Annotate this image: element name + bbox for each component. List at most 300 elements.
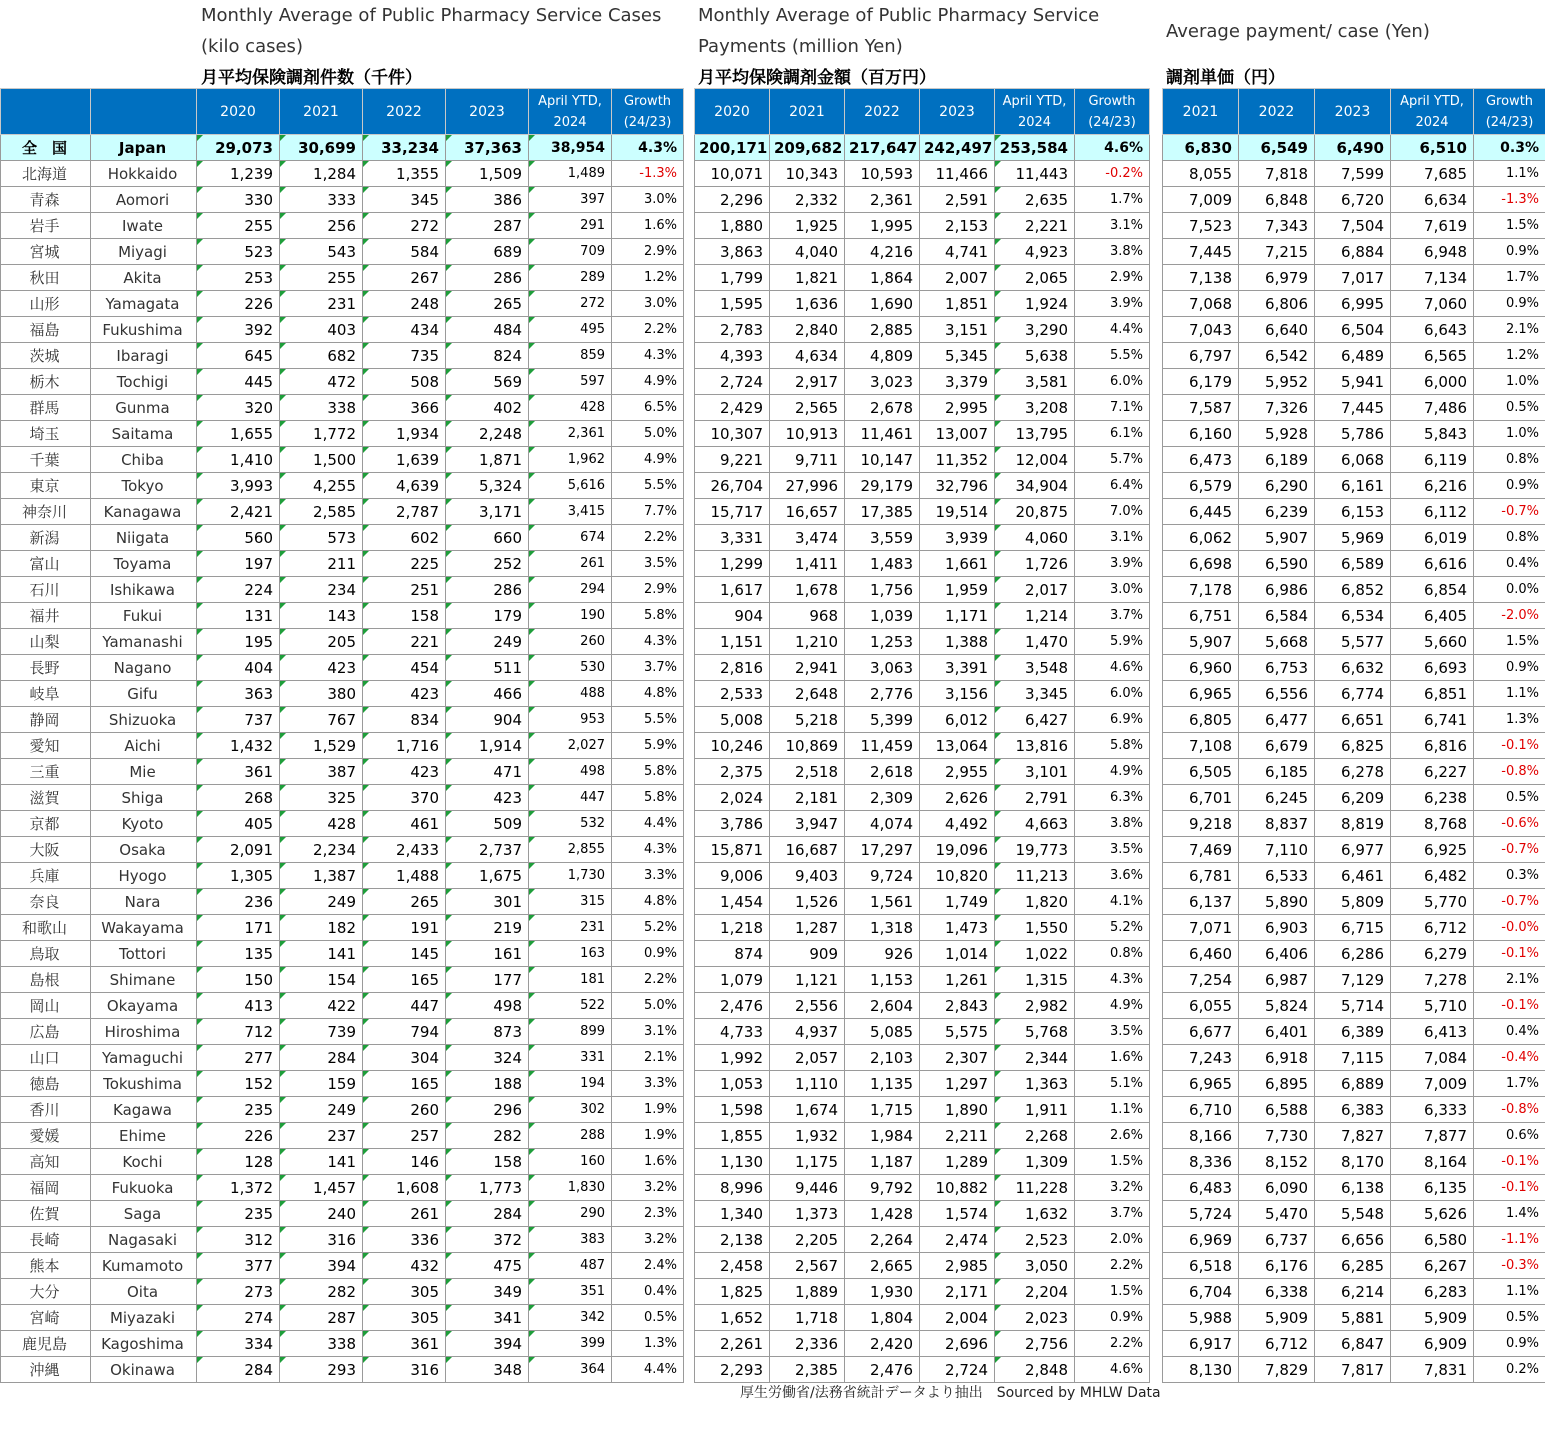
unit-price-april-ytd-2024-cell: 7,685 (1391, 161, 1474, 187)
unit-price-2023-cell: 7,827 (1315, 1123, 1391, 1149)
payments-april-ytd-2024-cell: 1,309 (995, 1149, 1075, 1175)
unit-price-2021-cell: 6,781 (1163, 863, 1239, 889)
cases-2021-cell: 1,772 (280, 421, 363, 447)
cases-2021-cell: 1,387 (280, 863, 363, 889)
table-row (1163, 759, 1545, 785)
cases-2022-cell: 508 (363, 369, 446, 395)
payments-2020-cell: 2,375 (695, 759, 770, 785)
payments-table (694, 88, 1150, 1383)
payments-2020-cell: 15,871 (695, 837, 770, 863)
unit-price-2021-cell: 6,969 (1163, 1227, 1239, 1253)
table-row (1163, 1201, 1545, 1227)
cases-april-ytd-2024-cell: 5,616 (529, 473, 612, 499)
unit-price-growth-cell: -0.1% (1474, 993, 1545, 1019)
table-row (695, 1045, 1150, 1071)
unit-price-april-ytd-2024-cell: 6,135 (1391, 1175, 1474, 1201)
cases-2021-cell: 543 (280, 239, 363, 265)
unit-price-april-ytd-2024-cell: 6,482 (1391, 863, 1474, 889)
cases-april-ytd-2024-cell: 272 (529, 291, 612, 317)
cases-2022-cell: 1,355 (363, 161, 446, 187)
cases-2021-cell: 30,699 (280, 135, 363, 161)
unit-price-2023-cell: 6,715 (1315, 915, 1391, 941)
table-row (1163, 577, 1545, 603)
cases-growth-cell: 5.0% (612, 993, 684, 1019)
unit-price-2023-cell: 6,161 (1315, 473, 1391, 499)
cases-2020-cell: 253 (197, 265, 280, 291)
header-april-ytd-2024: April YTD, 2024 (1391, 89, 1474, 135)
payments-april-ytd-2024-cell: 2,635 (995, 187, 1075, 213)
payments-2020-cell: 1,151 (695, 629, 770, 655)
cases-april-ytd-2024-cell: 260 (529, 629, 612, 655)
table-row (1163, 369, 1545, 395)
payments-2022-cell: 1,995 (845, 213, 920, 239)
payments-2020-cell: 2,724 (695, 369, 770, 395)
unit-price-2021-cell: 8,055 (1163, 161, 1239, 187)
unit-price-growth-cell: -0.1% (1474, 1149, 1545, 1175)
unit-price-2021-cell: 7,587 (1163, 395, 1239, 421)
unit-price-2023-cell: 8,819 (1315, 811, 1391, 837)
cases-2022-cell: 834 (363, 707, 446, 733)
payments-2021-cell: 2,332 (770, 187, 845, 213)
cases-april-ytd-2024-cell: 351 (529, 1279, 612, 1305)
payments-april-ytd-2024-cell: 3,581 (995, 369, 1075, 395)
prefecture-en: Wakayama (91, 915, 197, 941)
cases-2021-cell: 143 (280, 603, 363, 629)
prefecture-jp: 宮崎 (1, 1305, 91, 1331)
table-row (1, 265, 684, 291)
payments-2023-cell: 19,096 (920, 837, 995, 863)
unit-price-2023-cell: 6,461 (1315, 863, 1391, 889)
unit-price-2022-cell: 6,588 (1239, 1097, 1315, 1123)
cases-2020-cell: 273 (197, 1279, 280, 1305)
prefecture-en: Okayama (91, 993, 197, 1019)
cases-april-ytd-2024-cell: 291 (529, 213, 612, 239)
table-row (1, 447, 684, 473)
prefecture-jp: 高知 (1, 1149, 91, 1175)
payments-2020-cell: 5,008 (695, 707, 770, 733)
payments-2022-cell: 5,085 (845, 1019, 920, 1045)
unit-price-2021-cell: 7,469 (1163, 837, 1239, 863)
payments-2022-cell: 1,428 (845, 1201, 920, 1227)
payments-2022-cell: 1,135 (845, 1071, 920, 1097)
cases-2022-cell: 158 (363, 603, 446, 629)
unit-price-april-ytd-2024-cell: 6,565 (1391, 343, 1474, 369)
unit-price-2022-cell: 6,737 (1239, 1227, 1315, 1253)
payments-2023-cell: 2,474 (920, 1227, 995, 1253)
cases-2021-cell: 4,255 (280, 473, 363, 499)
cases-2023-cell: 177 (446, 967, 529, 993)
payments-april-ytd-2024-cell: 3,290 (995, 317, 1075, 343)
cases-2021-cell: 316 (280, 1227, 363, 1253)
table-row (695, 1123, 1150, 1149)
cases-2021-cell: 338 (280, 1331, 363, 1357)
unit-price-2022-cell: 7,110 (1239, 837, 1315, 863)
payments-2020-cell: 1,454 (695, 889, 770, 915)
unit-price-2021-cell: 7,071 (1163, 915, 1239, 941)
prefecture-jp: 岡山 (1, 993, 91, 1019)
prefecture-jp: 青森 (1, 187, 91, 213)
payments-2020-cell: 1,130 (695, 1149, 770, 1175)
prefecture-jp: 香川 (1, 1097, 91, 1123)
unit-price-april-ytd-2024-cell: 7,831 (1391, 1357, 1474, 1383)
cases-growth-cell: 0.4% (612, 1279, 684, 1305)
payments-2021-cell: 2,917 (770, 369, 845, 395)
unit-price-2023-cell: 6,656 (1315, 1227, 1391, 1253)
payments-april-ytd-2024-cell: 2,204 (995, 1279, 1075, 1305)
unit-price-growth-cell: 0.3% (1474, 135, 1545, 161)
table-row (695, 603, 1150, 629)
unit-price-growth-cell: -0.7% (1474, 499, 1545, 525)
cases-2020-cell: 235 (197, 1097, 280, 1123)
payments-2020-cell: 9,006 (695, 863, 770, 889)
cases-april-ytd-2024-cell: 447 (529, 785, 612, 811)
cases-april-ytd-2024-cell: 495 (529, 317, 612, 343)
unit-price-growth-cell: 1.3% (1474, 707, 1545, 733)
unit-price-2022-cell: 6,895 (1239, 1071, 1315, 1097)
header-2021: 2021 (280, 89, 363, 135)
unit-price-2023-cell: 6,068 (1315, 447, 1391, 473)
table-row (1, 733, 684, 759)
cases-growth-cell: 1.2% (612, 265, 684, 291)
unit-price-growth-cell: 0.9% (1474, 655, 1545, 681)
cases-2020-cell: 737 (197, 707, 280, 733)
payments-april-ytd-2024-cell: 13,816 (995, 733, 1075, 759)
table-row (1, 343, 684, 369)
unit-price-growth-cell: -0.6% (1474, 811, 1545, 837)
payments-april-ytd-2024-cell: 2,023 (995, 1305, 1075, 1331)
unit-price-growth-cell: -1.1% (1474, 1227, 1545, 1253)
prefecture-en: Kagoshima (91, 1331, 197, 1357)
unit-price-2021-cell: 6,518 (1163, 1253, 1239, 1279)
payments-april-ytd-2024-cell: 11,213 (995, 863, 1075, 889)
cases-2021-cell: 287 (280, 1305, 363, 1331)
payments-growth-cell: 3.5% (1075, 1019, 1150, 1045)
unit-price-2023-cell: 5,881 (1315, 1305, 1391, 1331)
payments-2021-cell: 2,840 (770, 317, 845, 343)
payments-april-ytd-2024-cell: 3,548 (995, 655, 1075, 681)
table-row (1163, 785, 1545, 811)
unit-price-2022-cell: 7,818 (1239, 161, 1315, 187)
unit-price-2021-cell: 6,473 (1163, 447, 1239, 473)
table-row (695, 1227, 1150, 1253)
payments-2021-cell: 2,565 (770, 395, 845, 421)
unit-price-2022-cell: 6,549 (1239, 135, 1315, 161)
cases-april-ytd-2024-cell: 289 (529, 265, 612, 291)
payments-2023-cell: 2,004 (920, 1305, 995, 1331)
payments-2021-cell: 27,996 (770, 473, 845, 499)
unit-price-2022-cell: 6,239 (1239, 499, 1315, 525)
payments-growth-cell: 3.8% (1075, 239, 1150, 265)
unit-price-2022-cell: 6,806 (1239, 291, 1315, 317)
cases-growth-cell: 4.3% (612, 343, 684, 369)
payments-2022-cell: 1,690 (845, 291, 920, 317)
prefecture-jp: 東京 (1, 473, 91, 499)
payments-2022-cell: 1,187 (845, 1149, 920, 1175)
unit-price-april-ytd-2024-cell: 6,634 (1391, 187, 1474, 213)
unit-price-april-ytd-2024-cell: 6,238 (1391, 785, 1474, 811)
cases-2022-cell: 1,488 (363, 863, 446, 889)
cases-2020-cell: 226 (197, 291, 280, 317)
cases-2023-cell: 249 (446, 629, 529, 655)
prefecture-jp: 静岡 (1, 707, 91, 733)
table-row (695, 837, 1150, 863)
unit-price-april-ytd-2024-cell: 6,333 (1391, 1097, 1474, 1123)
table-row (695, 785, 1150, 811)
cases-2023-cell: 3,171 (446, 499, 529, 525)
cases-growth-cell: 3.2% (612, 1175, 684, 1201)
table-row (1163, 239, 1545, 265)
table-row (1, 837, 684, 863)
table-row (1, 707, 684, 733)
unit-price-april-ytd-2024-cell: 5,626 (1391, 1201, 1474, 1227)
prefecture-jp: 福島 (1, 317, 91, 343)
unit-price-2022-cell: 5,907 (1239, 525, 1315, 551)
cases-growth-cell: 1.3% (612, 1331, 684, 1357)
payments-2021-cell: 9,711 (770, 447, 845, 473)
cases-april-ytd-2024-cell: 342 (529, 1305, 612, 1331)
payments-2023-cell: 1,388 (920, 629, 995, 655)
table-row (1163, 733, 1545, 759)
cases-2021-cell: 428 (280, 811, 363, 837)
table-row (1163, 187, 1545, 213)
payments-2023-cell: 13,007 (920, 421, 995, 447)
unit-price-2022-cell: 7,215 (1239, 239, 1315, 265)
table-row (1163, 707, 1545, 733)
payments-2022-cell: 2,678 (845, 395, 920, 421)
payments-growth-cell: 3.6% (1075, 863, 1150, 889)
payments-2021-cell: 968 (770, 603, 845, 629)
cases-growth-cell: 5.8% (612, 785, 684, 811)
payments-2021-cell: 1,821 (770, 265, 845, 291)
cases-growth-cell: 3.2% (612, 1227, 684, 1253)
cases-2023-cell: 689 (446, 239, 529, 265)
cases-growth-cell: 5.5% (612, 707, 684, 733)
payments-2023-cell: 19,514 (920, 499, 995, 525)
cases-2022-cell: 260 (363, 1097, 446, 1123)
cases-2020-cell: 235 (197, 1201, 280, 1227)
cases-2020-cell: 3,993 (197, 473, 280, 499)
payments-april-ytd-2024-cell: 1,214 (995, 603, 1075, 629)
unit-price-2023-cell: 6,389 (1315, 1019, 1391, 1045)
table-row (1163, 1123, 1545, 1149)
unit-price-2021-cell: 6,055 (1163, 993, 1239, 1019)
unit-price-2021-cell: 6,965 (1163, 1071, 1239, 1097)
table-row (1, 213, 684, 239)
cases-2021-cell: 394 (280, 1253, 363, 1279)
cases-2023-cell: 179 (446, 603, 529, 629)
payments-2020-cell: 874 (695, 941, 770, 967)
table-row (1, 655, 684, 681)
payments-2023-cell: 1,297 (920, 1071, 995, 1097)
payments-april-ytd-2024-cell: 3,345 (995, 681, 1075, 707)
payments-2020-cell: 1,079 (695, 967, 770, 993)
cases-2023-cell: 161 (446, 941, 529, 967)
unit-price-2021-cell: 7,108 (1163, 733, 1239, 759)
payments-growth-cell: 7.0% (1075, 499, 1150, 525)
payments-growth-cell: 3.7% (1075, 1201, 1150, 1227)
cases-2020-cell: 1,305 (197, 863, 280, 889)
unit-price-growth-cell: 0.9% (1474, 291, 1545, 317)
table-row (695, 1071, 1150, 1097)
payments-2020-cell: 1,299 (695, 551, 770, 577)
payments-2023-cell: 13,064 (920, 733, 995, 759)
payments-2022-cell: 2,665 (845, 1253, 920, 1279)
cases-april-ytd-2024-cell: 160 (529, 1149, 612, 1175)
unit-price-2023-cell: 6,889 (1315, 1071, 1391, 1097)
prefecture-en: Yamaguchi (91, 1045, 197, 1071)
cases-2020-cell: 405 (197, 811, 280, 837)
cases-2023-cell: 511 (446, 655, 529, 681)
unit-price-growth-cell: 0.9% (1474, 473, 1545, 499)
unit-price-april-ytd-2024-cell: 6,279 (1391, 941, 1474, 967)
cases-april-ytd-2024-cell: 674 (529, 525, 612, 551)
cases-april-ytd-2024-cell: 488 (529, 681, 612, 707)
prefecture-en: Japan (91, 135, 197, 161)
cases-2022-cell: 225 (363, 551, 446, 577)
cases-2022-cell: 1,934 (363, 421, 446, 447)
unit-price-2023-cell: 5,714 (1315, 993, 1391, 1019)
unit-price-april-ytd-2024-cell: 6,019 (1391, 525, 1474, 551)
table-row (695, 1253, 1150, 1279)
unit-price-april-ytd-2024-cell: 6,854 (1391, 577, 1474, 603)
payments-2021-cell: 909 (770, 941, 845, 967)
payments-growth-cell: 1.7% (1075, 187, 1150, 213)
unit-price-2023-cell: 6,490 (1315, 135, 1391, 161)
payments-2021-cell: 1,718 (770, 1305, 845, 1331)
unit-price-growth-cell: 1.5% (1474, 213, 1545, 239)
unit-price-growth-cell: 1.5% (1474, 629, 1545, 655)
table-row (695, 1357, 1150, 1383)
prefecture-jp: 愛媛 (1, 1123, 91, 1149)
unit-price-2022-cell: 6,753 (1239, 655, 1315, 681)
payments-2022-cell: 217,647 (845, 135, 920, 161)
cases-growth-cell: 2.9% (612, 239, 684, 265)
cases-header-row (1, 89, 684, 135)
payments-2020-cell: 2,816 (695, 655, 770, 681)
payments-2020-cell: 1,992 (695, 1045, 770, 1071)
cases-growth-cell: 2.2% (612, 525, 684, 551)
unit-price-growth-cell: -0.1% (1474, 941, 1545, 967)
header-2023: 2023 (920, 89, 995, 135)
payments-2023-cell: 3,379 (920, 369, 995, 395)
unit-price-2023-cell: 7,445 (1315, 395, 1391, 421)
unit-price-2022-cell: 6,290 (1239, 473, 1315, 499)
cases-2021-cell: 1,500 (280, 447, 363, 473)
prefecture-jp: 京都 (1, 811, 91, 837)
cases-growth-cell: 3.1% (612, 1019, 684, 1045)
unit-price-2021-cell: 7,243 (1163, 1045, 1239, 1071)
cases-2022-cell: 165 (363, 1071, 446, 1097)
table-row (695, 1149, 1150, 1175)
cases-2023-cell: 1,509 (446, 161, 529, 187)
cases-2023-cell: 394 (446, 1331, 529, 1357)
payments-growth-cell: 3.8% (1075, 811, 1150, 837)
table-row (1163, 681, 1545, 707)
payments-2023-cell: 1,574 (920, 1201, 995, 1227)
cases-2020-cell: 392 (197, 317, 280, 343)
payments-growth-cell: 4.1% (1075, 889, 1150, 915)
prefecture-en: Hiroshima (91, 1019, 197, 1045)
payments-growth-cell: 1.1% (1075, 1097, 1150, 1123)
payments-2023-cell: 1,289 (920, 1149, 995, 1175)
payments-2021-cell: 2,057 (770, 1045, 845, 1071)
cases-growth-cell: 3.0% (612, 291, 684, 317)
payments-2023-cell: 3,151 (920, 317, 995, 343)
payments-2022-cell: 1,930 (845, 1279, 920, 1305)
cases-growth-cell: 4.3% (612, 629, 684, 655)
prefecture-jp: 佐賀 (1, 1201, 91, 1227)
prefecture-jp: 全 国 (1, 135, 91, 161)
unit-price-growth-cell: 1.1% (1474, 161, 1545, 187)
cases-2020-cell: 363 (197, 681, 280, 707)
cases-2023-cell: 466 (446, 681, 529, 707)
unit-price-2023-cell: 6,884 (1315, 239, 1391, 265)
prefecture-jp: 埼玉 (1, 421, 91, 447)
table-row (1163, 135, 1545, 161)
payments-2021-cell: 1,110 (770, 1071, 845, 1097)
prefecture-jp: 富山 (1, 551, 91, 577)
cases-2020-cell: 1,432 (197, 733, 280, 759)
unit-price-header-row (1163, 89, 1545, 135)
cases-2022-cell: 261 (363, 1201, 446, 1227)
table-row (1, 811, 684, 837)
unit-price-2023-cell: 6,383 (1315, 1097, 1391, 1123)
prefecture-en: Gunma (91, 395, 197, 421)
cases-april-ytd-2024-cell: 397 (529, 187, 612, 213)
payments-growth-cell: 6.3% (1075, 785, 1150, 811)
unit-price-april-ytd-2024-cell: 5,710 (1391, 993, 1474, 1019)
header-april-ytd-2024: April YTD, 2024 (995, 89, 1075, 135)
payments-2020-cell: 10,246 (695, 733, 770, 759)
unit-price-2022-cell: 6,245 (1239, 785, 1315, 811)
unit-price-2023-cell: 6,977 (1315, 837, 1391, 863)
payments-2021-cell: 2,567 (770, 1253, 845, 1279)
prefecture-jp: 鳥取 (1, 941, 91, 967)
payments-april-ytd-2024-cell: 3,208 (995, 395, 1075, 421)
unit-price-april-ytd-2024-cell: 6,405 (1391, 603, 1474, 629)
prefecture-en: Nagano (91, 655, 197, 681)
cases-2020-cell: 128 (197, 1149, 280, 1175)
unit-price-april-ytd-2024-cell: 7,278 (1391, 967, 1474, 993)
cases-2022-cell: 304 (363, 1045, 446, 1071)
payments-april-ytd-2024-cell: 2,221 (995, 213, 1075, 239)
payments-growth-cell: 1.5% (1075, 1149, 1150, 1175)
table-row (1163, 343, 1545, 369)
prefecture-jp: 北海道 (1, 161, 91, 187)
payments-2020-cell: 2,024 (695, 785, 770, 811)
unit-price-2023-cell: 5,577 (1315, 629, 1391, 655)
prefecture-en: Kyoto (91, 811, 197, 837)
cases-april-ytd-2024-cell: 859 (529, 343, 612, 369)
cases-2020-cell: 1,410 (197, 447, 280, 473)
cases-april-ytd-2024-cell: 1,962 (529, 447, 612, 473)
unit-price-2023-cell: 7,017 (1315, 265, 1391, 291)
payments-april-ytd-2024-cell: 2,268 (995, 1123, 1075, 1149)
payments-2022-cell: 1,318 (845, 915, 920, 941)
payments-2023-cell: 1,851 (920, 291, 995, 317)
cases-2023-cell: 37,363 (446, 135, 529, 161)
table-row (1, 1253, 684, 1279)
prefecture-en: Akita (91, 265, 197, 291)
cases-2021-cell: 767 (280, 707, 363, 733)
cases-2021-cell: 403 (280, 317, 363, 343)
prefecture-jp: 宮城 (1, 239, 91, 265)
unit-price-april-ytd-2024-cell: 6,000 (1391, 369, 1474, 395)
unit-price-april-ytd-2024-cell: 7,134 (1391, 265, 1474, 291)
cases-2022-cell: 361 (363, 1331, 446, 1357)
unit-price-2023-cell: 6,995 (1315, 291, 1391, 317)
cases-2023-cell: 349 (446, 1279, 529, 1305)
